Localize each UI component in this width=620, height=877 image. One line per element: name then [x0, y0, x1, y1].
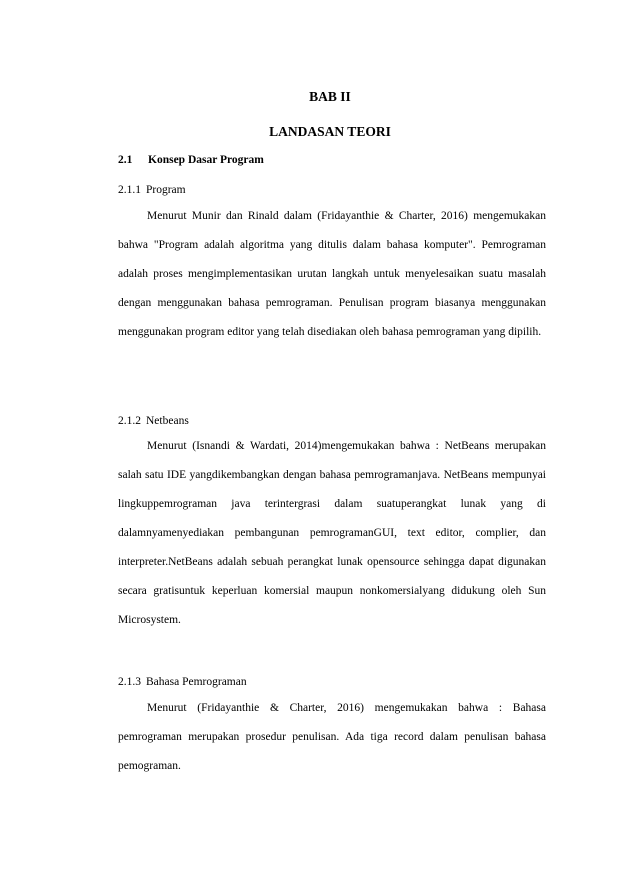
paragraph-text: Menurut (Isnandi & Wardati, 2014)mengemukakan bahwa : NetBeans merupakan salah satu IDE yangdikembangkan dengan bahasa pemrogramanjava. NetBeans mempunyai lingkuppemrograman java terintergrasi dalam suatuperangkat lunak yang di dalamnyamenyediakan pembangunan pemrogramanGUI, text editor, complier, dan interpreter.NetBeans adalah sebuah perangkat lunak opensource sehingga dapat digunakan secara gratisuntuk keperluan komersial maupun nonkomersialyang didukung oleh Sun Microsystem.	[118, 440, 546, 626]
paragraph-bahasa-pemrograman	[118, 694, 546, 781]
section-number: 2.1	[118, 154, 133, 166]
paragraph-netbeans	[118, 432, 546, 635]
subsection-number: 2.1.3	[118, 676, 141, 688]
subsection-heading-bahasa-pemrograman	[118, 676, 247, 688]
subsection-number: 2.1.1	[118, 184, 141, 196]
paragraph-program	[118, 202, 546, 347]
chapter-title: BAB II	[309, 89, 351, 104]
paragraph-text: Menurut Munir dan Rinald dalam (Fridayanthie & Charter, 2016) mengemukakan bahwa "Program adalah algoritma yang ditulis dalam bahasa komputer". Pemrograman adalah proses mengimplementasikan urutan langkah untuk menyelesaikan suatu masalah dengan menggunakan bahasa pemrograman. Penulisan program biasanya menggunakan menggunakan program editor yang telah disediakan oleh bahasa pemrograman yang dipilih.	[118, 210, 546, 338]
chapter-subtitle: LANDASAN TEORI	[269, 124, 391, 139]
subsection-heading-netbeans	[118, 415, 189, 427]
section-heading	[118, 154, 264, 166]
subsection-title: Netbeans	[146, 415, 189, 427]
section-title: Konsep Dasar Program	[148, 154, 264, 166]
subsection-title: Bahasa Pemrograman	[146, 676, 247, 688]
paragraph-text: Menurut (Fridayanthie & Charter, 2016) mengemukakan bahwa : Bahasa pemrograman merupakan prosedur penulisan. Ada tiga record dalam penulisan bahasa pemograman.	[118, 702, 546, 772]
subsection-heading-program	[118, 184, 186, 196]
subsection-title: Program	[146, 184, 186, 196]
subsection-number: 2.1.2	[118, 415, 141, 427]
